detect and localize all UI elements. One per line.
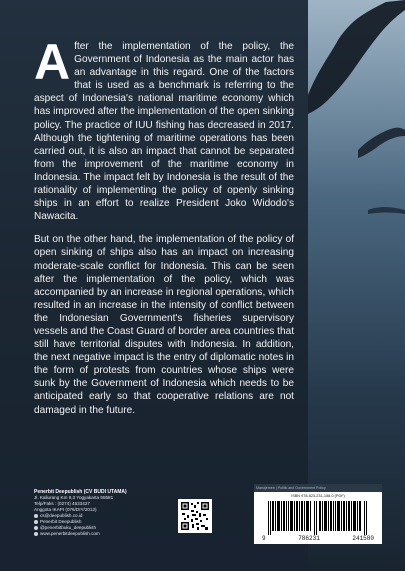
publisher-phone: Telp/Faks : (0274) 4533427 [34, 501, 90, 506]
contact-instagram[interactable]: @penerbitbuku_deepublish [34, 525, 174, 531]
isbn-digits [254, 535, 382, 542]
qr-code-icon [180, 501, 210, 531]
drop-cap: A [34, 34, 71, 90]
contact-web[interactable]: www.penerbitdeepublish.com [34, 531, 174, 537]
synopsis-text [34, 34, 294, 427]
paragraph-2: But on the other hand, the implementation of the policy of open sinking of ships also has an impact on increasing moderate-scale conflict for Indonesia. This can be seen after the implementation of the policy, which was accompanied by an increase in regional operations, which resulted in an increase in the intensity of conflict between the Indonesian Government's fisheries supervisory vessels and the Coast Guard of border area countries that still have territorial disputes with Indonesia. In addition, the next negative impact is the entry of diplomatic notes in the form of protests from countries whose ships were sunk by the Government of Indonesia which needs to be anticipated early so that cooperative relations are not damaged in the future. [34, 234, 294, 416]
barcode-icon [268, 501, 368, 535]
instagram-icon [34, 526, 38, 530]
paragraph-1-text: fter the implementation of the policy, the Government of Indonesia as the main actor has an advantage in this regard. One of the factors that is used as a benchmark is referring to the aspect of Indonesia's national maritime economy which has improved after the implementation of the open sinking policy. The practice of IUU fishing has decreased in 2017. Although the tightening of maritime operations has been carried out, it is also an impact that cannot be separated from the improvement of the maritime economy in Indonesia. The impact felt by Indonesia is the result of the rationality of implementing the policy of openly sinking ships in an effort to realize President Joko Widodo's Nawacita. [34, 41, 294, 223]
isbn-barcode-box [254, 492, 382, 544]
contact-email[interactable]: cs@deepublish.co.id [34, 513, 174, 519]
contact-facebook[interactable]: Penerbit Deepublish [34, 519, 174, 525]
web-icon [34, 532, 38, 536]
email-icon [34, 514, 38, 518]
isbn-label: ISBN 978-623-231-158-0 (PDF) [291, 494, 345, 498]
publisher-member: Anggota IKAPI (076/DIY/2012) [34, 507, 97, 512]
facebook-icon [34, 520, 38, 524]
qr-code[interactable] [178, 499, 212, 533]
isbn-digit-group-1: 786231 [298, 535, 320, 542]
isbn-digit-group-2: 241580 [352, 535, 374, 542]
category-label: Manajemen | Politik and Government Policy [254, 484, 382, 492]
publisher-address: Jl. Kaliurang Km 9,3 Yogyakarta 55581 [34, 495, 114, 500]
paragraph-1 [34, 34, 294, 223]
publisher-info [34, 489, 174, 537]
isbn-digit-prefix: 9 [262, 535, 266, 542]
publisher-name: Penerbit Deepublish (CV BUDI UTAMA) [34, 489, 127, 495]
